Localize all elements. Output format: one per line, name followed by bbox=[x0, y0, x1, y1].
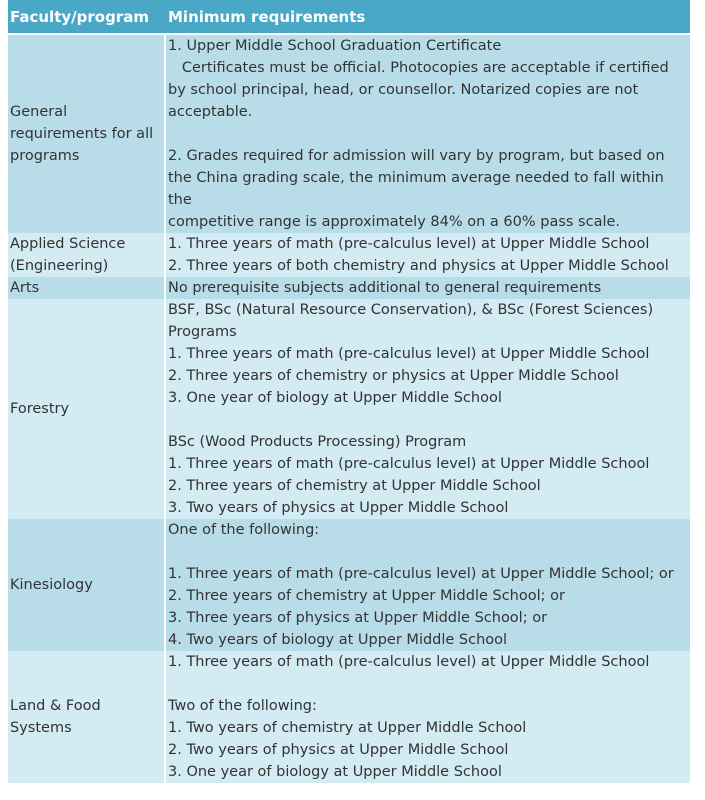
line-group bbox=[168, 717, 688, 783]
requirement-line: 1. Three years of math (pre-calculus level) at Upper Middle School bbox=[168, 654, 650, 670]
line-group bbox=[168, 431, 688, 519]
requirement-line: 1. Three years of math (pre-calculus level) at Upper Middle School bbox=[168, 236, 650, 252]
requirement-line: 2. Three years of chemistry or physics at Upper Middle School bbox=[168, 368, 619, 384]
requirement-line: 2. Three years of chemistry at Upper Middle School; or bbox=[168, 588, 565, 604]
requirement-line: competitive range is approximately 84% on a 60% pass scale. bbox=[168, 214, 621, 230]
table-row-kinesiology bbox=[8, 519, 690, 651]
intro-text: One of the following: bbox=[168, 522, 320, 538]
spacer bbox=[168, 541, 688, 563]
requirement-line: 4. Two years of biology at Upper Middle School bbox=[168, 632, 508, 648]
requirements-cell-forestry bbox=[166, 299, 690, 519]
spacer bbox=[168, 123, 688, 145]
faculty-cell-applied-science: Applied Science (Engineering) bbox=[8, 233, 166, 277]
intro-text: Two of the following: bbox=[168, 698, 317, 714]
requirement-line: 1. Upper Middle School Graduation Certificate bbox=[168, 38, 502, 54]
line-group bbox=[168, 563, 688, 651]
requirement-line: 1. Two years of chemistry at Upper Middle School bbox=[168, 720, 527, 736]
requirement-line: 3. Three years of physics at Upper Middle School; or bbox=[168, 610, 548, 626]
faculty-cell-land-food: Land & Food Systems bbox=[8, 651, 166, 783]
requirements-cell-kinesiology bbox=[166, 519, 690, 651]
requirement-line: 3. One year of biology at Upper Middle School bbox=[168, 764, 502, 780]
requirement-line: 3. One year of biology at Upper Middle School bbox=[168, 390, 502, 406]
faculty-cell-forestry: Forestry bbox=[8, 299, 166, 519]
table-row-land-food bbox=[8, 651, 690, 783]
header-faculty: Faculty/program bbox=[8, 0, 166, 35]
requirements-cell-general bbox=[166, 35, 690, 233]
line-group bbox=[168, 35, 688, 123]
requirement-line: 1. Three years of math (pre-calculus level) at Upper Middle School bbox=[168, 346, 650, 362]
table-row-general bbox=[8, 35, 690, 233]
requirement-line: Certificates must be official. Photocopies are acceptable if certified bbox=[168, 60, 669, 76]
requirement-line: the China grading scale, the minimum average needed to fall within the bbox=[168, 170, 669, 208]
requirements-cell-applied-science bbox=[166, 233, 690, 277]
faculty-cell-kinesiology: Kinesiology bbox=[8, 519, 166, 651]
requirements-table bbox=[8, 0, 690, 783]
table-row-forestry bbox=[8, 299, 690, 519]
requirements-cell-arts bbox=[166, 277, 690, 299]
line-group bbox=[168, 145, 688, 233]
requirement-line: BSc (Wood Products Processing) Program bbox=[168, 434, 467, 450]
spacer bbox=[168, 673, 688, 695]
requirement-line: 1. Three years of math (pre-calculus level) at Upper Middle School bbox=[168, 456, 650, 472]
faculty-cell-arts: Arts bbox=[8, 277, 166, 299]
requirement-line: BSF, BSc (Natural Resource Conservation), & BSc (Forest Sciences) bbox=[168, 302, 654, 318]
requirement-line: 2. Three years of chemistry at Upper Middle School bbox=[168, 478, 541, 494]
requirement-line: 2. Two years of physics at Upper Middle School bbox=[168, 742, 509, 758]
header-row bbox=[8, 0, 690, 35]
requirements-cell-land-food bbox=[166, 651, 690, 783]
faculty-cell-general: General requirements for all programs bbox=[8, 35, 166, 233]
requirement-line: 3. Two years of physics at Upper Middle School bbox=[168, 500, 509, 516]
requirement-line: acceptable. bbox=[168, 104, 253, 120]
line-group bbox=[168, 277, 688, 299]
spacer bbox=[168, 409, 688, 431]
table-row-applied-science bbox=[8, 233, 690, 277]
requirement-line: 2. Three years of both chemistry and physics at Upper Middle School bbox=[168, 258, 669, 274]
line-group bbox=[168, 299, 688, 409]
requirement-line: 2. Grades required for admission will vary by program, but based on bbox=[168, 148, 665, 164]
table-row-arts bbox=[8, 277, 690, 299]
requirement-line: Programs bbox=[168, 324, 237, 340]
line-group bbox=[168, 233, 688, 277]
requirement-line: No prerequisite subjects additional to general requirements bbox=[168, 280, 602, 296]
header-requirements: Minimum requirements bbox=[166, 0, 690, 35]
requirement-line: 1. Three years of math (pre-calculus level) at Upper Middle School; or bbox=[168, 566, 674, 582]
requirement-line: by school principal, head, or counsellor. Notarized copies are not bbox=[168, 82, 639, 98]
